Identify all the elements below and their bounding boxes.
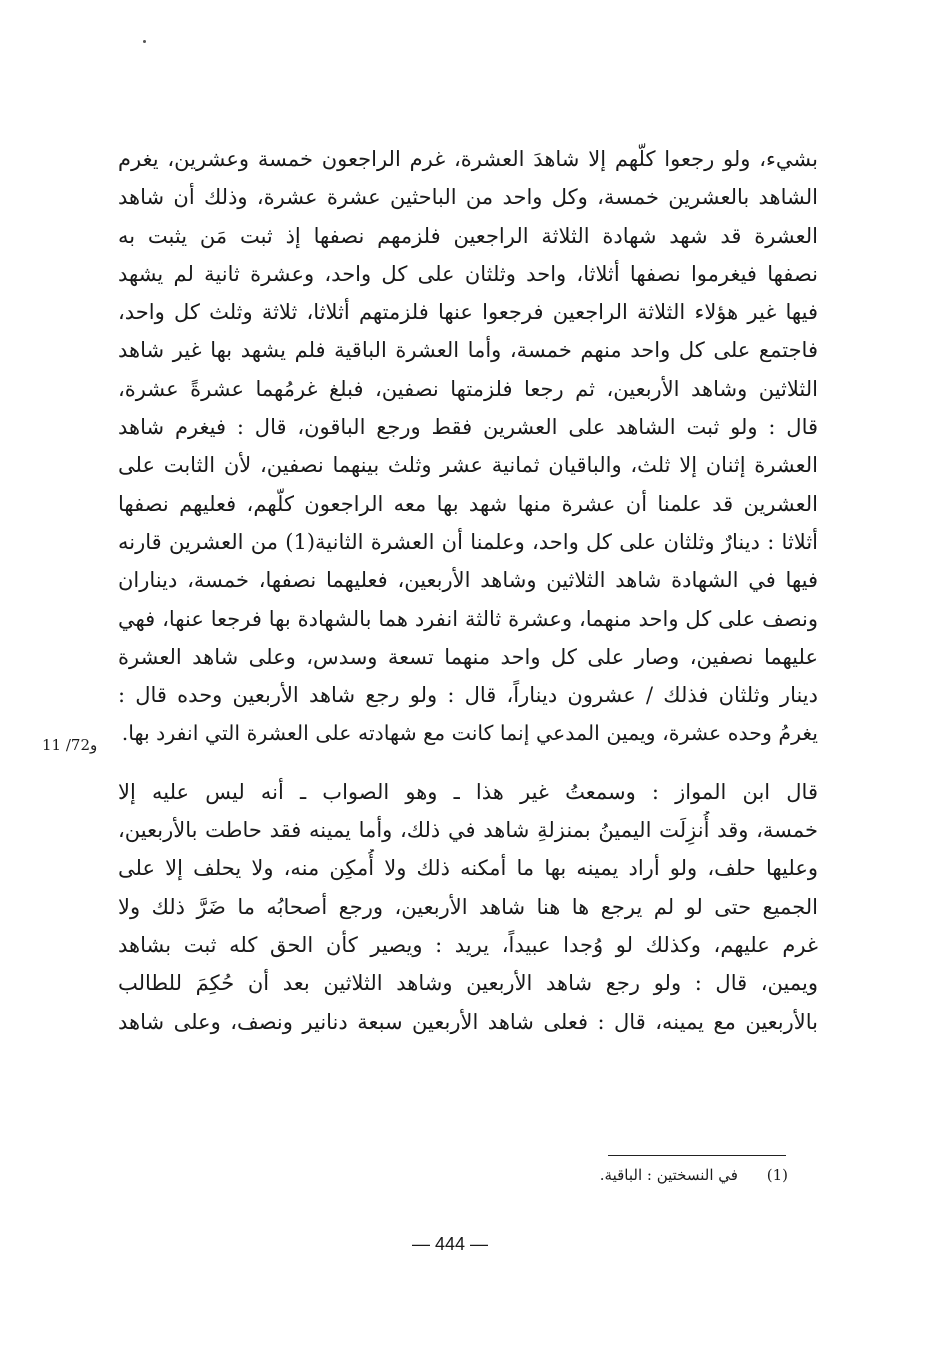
page-speck bbox=[143, 40, 146, 43]
text-line: العشرة إثنان إلا ثلث، والباقيان ثمانية عشر وثلث بينهما نصفين، لأن الثابت على bbox=[118, 453, 818, 478]
text-line: العشرين قد علمنا أن عشرة منها شهد بها معه الراجعون كلّهم، فعليهم نصفها bbox=[118, 491, 818, 516]
text-line: الجميع حتى لو لم يرجع ها هنا شاهد الأربعين، ورجع أصحابُه ما ضَرَّ ذلك ولا bbox=[118, 894, 818, 919]
paragraph-1 bbox=[118, 140, 818, 753]
footnote-number: (1) bbox=[766, 1166, 788, 1184]
footnote-divider bbox=[608, 1155, 786, 1156]
text-line: دينار وثلثان فذلك / عشرون ديناراً، قال : ولو رجع شاهد الأربعين وحده قال : bbox=[118, 683, 818, 708]
text-line: فاجتمع على كل واحد منهم خمسة، وأما العشرة الباقية فلم يشهد بها غير شاهد bbox=[118, 338, 818, 363]
text-line: بالأربعين مع يمينه، قال : فعلى شاهد الأربعين سبعة دنانير ونصف، وعلى شاهد bbox=[118, 1009, 818, 1034]
text-line: فيها في الشهادة شاهد الثلاثين وشاهد الأربعين، فعليهما نصفها، خمسة، ديناران bbox=[118, 568, 818, 593]
text-line: وعليها حلف، ولو أراد يمينه بها ما أمكنه ذلك ولا أُمكِن منه، ولا يحلف إلا على bbox=[118, 856, 818, 881]
text-line: ونصف على كل واحد منهما، وعشرة ثالثة انفرد هما بالشهادة بها فرجعا عنها، فهي bbox=[118, 606, 818, 631]
text-line: ويمين، قال : ولو رجع شاهد الأربعين وشاهد الثلاثين بعد أن حُكِمَ للطالب bbox=[118, 971, 818, 996]
text-line: أثلاثا : دينارٌ وثلثان على كل واحد، وعلمنا أن العشرة الثانية(1) من العشرين قارنه bbox=[118, 529, 818, 554]
text-line: فيها غير هؤلاء الثلاثة الراجعين فرجعوا عنها فلزمتهم أثلاثا، ثلاثة وثلث كل واحد، bbox=[118, 300, 818, 325]
main-text bbox=[118, 140, 818, 1041]
text-line: بشيء، ولو رجعوا كلّهم إلا شاهدَ العشرة، غرم الراجعون خمسة وعشرين، يغرم bbox=[118, 147, 818, 171]
text-line: قال ابن المواز : وسمعتُ غير هذا ـ وهو الصواب ـ أنه ليس عليه إلا bbox=[118, 779, 818, 804]
text-line: عليهما نصفين، وصار على كل واحد منهما تسعة وسدس، وعلى شاهد العشرة bbox=[118, 644, 818, 669]
text-line: الشاهد بالعشرين خمسة، وكل واحد من الباحثين عشرة عشرة، وذلك أن شاهد bbox=[118, 185, 818, 210]
text-line: غرم عليهم، وكذلك لو وُجدا عبيداً، يريد : ويصير كأن الحق كله ثبت بشاهد bbox=[118, 932, 818, 957]
paragraph-2 bbox=[118, 773, 818, 1041]
text-line: قال : ولو ثبت الشاهد على العشرين فقط ورجع الباقون، قال : فيغرم شاهد bbox=[118, 415, 818, 440]
text-line: العشرة قد شهد شهادة الثلاثة الراجعين فلزمهم نصفها إذ ثبت مَن يثبت به bbox=[118, 223, 818, 248]
footnote bbox=[500, 1166, 788, 1184]
footnote-text: في النسختين : الباقية. bbox=[599, 1166, 738, 1184]
text-line: نصفها فيغرموا نصفها أثلاثا، واحد وثلثان على كل واحد، وعشرة ثانية لم يشهد bbox=[118, 261, 818, 286]
page-number: — 444 — bbox=[411, 1234, 489, 1254]
paragraph-gap bbox=[118, 753, 818, 773]
text-line: خمسة، وقد أُنزِلَت اليمينُ بمنزلةِ شاهد في ذلك، وأما يمينه فقد حاطت بالأربعين، bbox=[118, 818, 818, 843]
text-line: الثلاثين وشاهد الأربعين، ثم رجعا فلزمتها نصفين، فبلغ غرمُهما عشرةً عشرة، bbox=[118, 376, 818, 401]
margin-folio-reference: 11 /72و bbox=[42, 736, 98, 754]
text-line: يغرمُ وحده عشرة، ويمين المدعي إنما كانت مع شهادته على العشرة التي انفرد بها. bbox=[121, 721, 818, 746]
